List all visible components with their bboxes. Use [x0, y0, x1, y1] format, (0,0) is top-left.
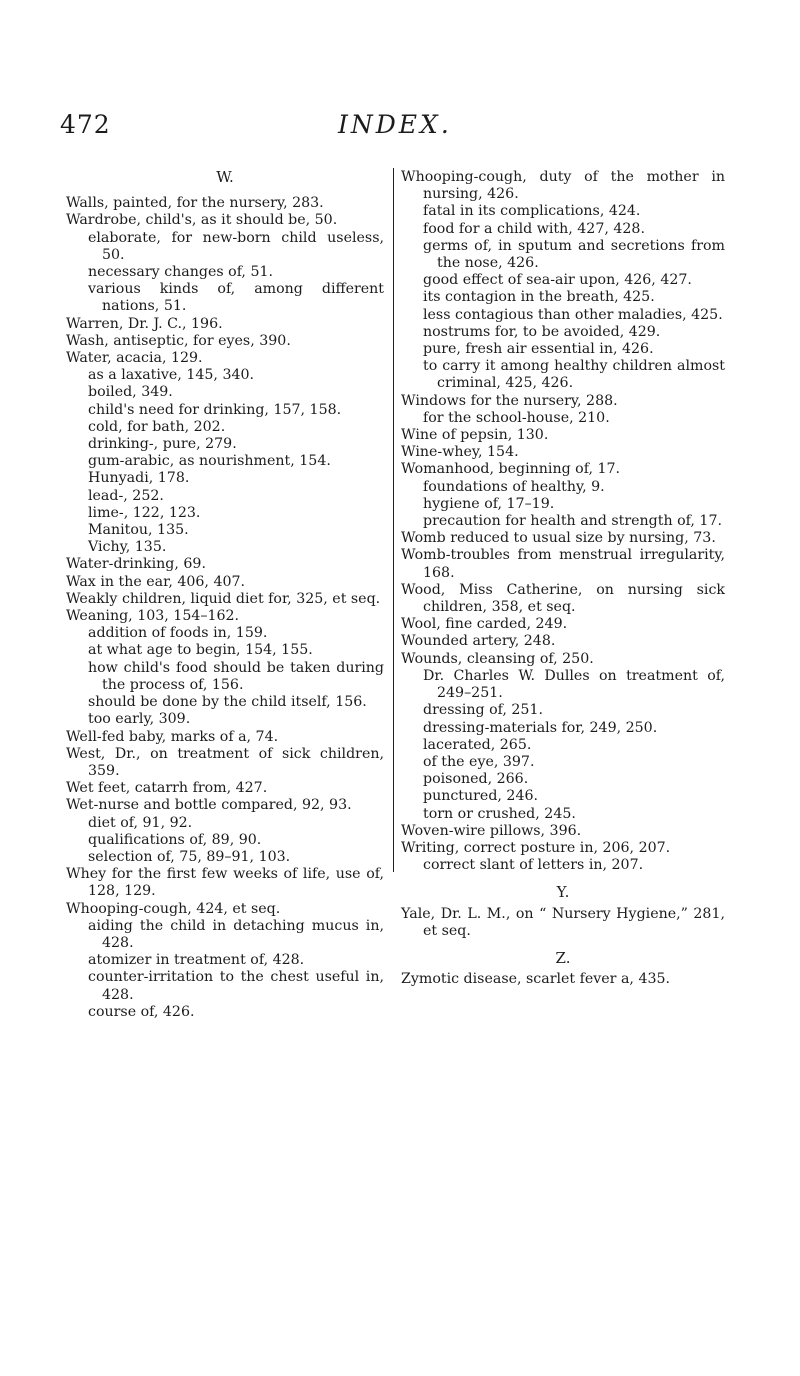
index-subentry: aiding the child in detaching mucus in, 428.	[88, 917, 384, 951]
index-entry: Whey for the first few weeks of life, use of, 128, 129.	[66, 866, 384, 900]
index-entry: Womb-troubles from menstrual irregularity, 168.	[401, 547, 725, 581]
page-number: 472	[60, 110, 111, 139]
section-letter-z: Z.	[555, 948, 571, 967]
index-entry: Wine of pepsin, 130.	[401, 427, 549, 444]
index-subentry: drinking-, pure, 279.	[88, 436, 237, 453]
index-entry: Wet feet, catarrh from, 427.	[66, 780, 268, 797]
index-subentry: necessary changes of, 51.	[88, 264, 274, 281]
index-subentry: germs of, in sputum and secretions from the nose, 426.	[423, 237, 725, 272]
index-subentry: child's need for drinking, 157, 158.	[88, 401, 342, 418]
index-subentry: lacerated, 265.	[423, 736, 532, 753]
index-subentry: counter-irritation to the chest useful in, 428.	[88, 969, 384, 1003]
index-subentry: fatal in its complications, 424.	[423, 203, 641, 220]
section-letter-w: W.	[216, 168, 234, 186]
index-entry: Warren, Dr. J. C., 196.	[66, 315, 223, 332]
index-subentry: its contagion in the breath, 425.	[423, 289, 655, 306]
column-divider	[393, 168, 394, 872]
index-entry: Whooping-cough, 424, et seq.	[66, 900, 281, 917]
index-subentry: less contagious than other maladies, 425.	[423, 306, 723, 323]
index-subentry: various kinds of, among different nations, 51.	[88, 281, 384, 315]
section-letter-y: Y.	[556, 883, 570, 902]
index-entry-list	[401, 906, 725, 940]
index-subentry: boiled, 349.	[88, 384, 173, 401]
index-entry: Wood, Miss Catherine, on nursing sick children, 358, et seq.	[401, 581, 725, 616]
index-entry: Woven-wire pillows, 396.	[401, 822, 582, 839]
index-entry-list	[66, 195, 384, 1021]
index-subentry: too early, 309.	[88, 711, 191, 728]
index-subentry: to carry it among healthy children almost criminal, 425, 426.	[423, 358, 725, 392]
index-column-right	[401, 169, 725, 988]
index-entry: Wine-whey, 154.	[401, 444, 519, 461]
running-head-title: INDEX.	[338, 110, 452, 139]
index-entry: Weaning, 103, 154–162.	[66, 608, 240, 625]
index-subentry: qualifications of, 89, 90.	[88, 831, 262, 848]
index-subentry: Vichy, 135.	[88, 539, 167, 556]
index-subentry: Dr. Charles W. Dulles on treatment of, 249–251.	[423, 667, 725, 702]
index-subentry: pure, fresh air essential in, 426.	[423, 341, 654, 358]
index-entry: Wardrobe, child's, as it should be, 50.	[66, 212, 338, 229]
index-entry: Womb reduced to usual size by nursing, 73.	[401, 530, 716, 547]
index-subentry: cold, for bath, 202.	[88, 418, 226, 435]
index-subentry: foundations of healthy, 9.	[423, 478, 605, 495]
index-subentry: atomizer in treatment of, 428.	[88, 952, 305, 969]
index-entry: Womanhood, beginning of, 17.	[401, 461, 621, 478]
index-subentry: Hunyadi, 178.	[88, 470, 190, 487]
index-entry: Wet-nurse and bottle compared, 92, 93.	[66, 797, 352, 814]
index-subentry: correct slant of letters in, 207.	[423, 857, 644, 874]
index-entry: Water-drinking, 69.	[66, 556, 206, 573]
index-entry: Yale, Dr. L. M., on “ Nursery Hygiene,” 281, et seq.	[401, 905, 725, 939]
index-entry: Wash, antiseptic, for eyes, 390.	[66, 332, 291, 349]
index-subentry: course of, 426.	[88, 1003, 195, 1020]
index-subentry: good effect of sea-air upon, 426, 427.	[423, 272, 692, 289]
index-entry: West, Dr., on treatment of sick children, 359.	[66, 745, 384, 779]
index-subentry: poisoned, 266.	[423, 771, 529, 788]
index-subentry: dressing-materials for, 249, 250.	[423, 719, 658, 736]
index-subentry: nostrums for, to be avoided, 429.	[423, 323, 661, 340]
index-entry: Zymotic disease, scarlet fever a, 435.	[401, 971, 671, 988]
index-subentry: how child's food should be taken during the process of, 156.	[88, 659, 384, 693]
index-entry: Well-fed baby, marks of a, 74.	[66, 728, 279, 745]
index-entry-list	[401, 971, 725, 988]
index-column-left	[66, 169, 384, 1021]
index-subentry: punctured, 246.	[423, 788, 539, 805]
index-entry: Writing, correct posture in, 206, 207.	[401, 839, 671, 856]
index-subentry: for the school-house, 210.	[423, 409, 610, 426]
index-subentry: should be done by the child itself, 156.	[88, 694, 367, 711]
index-entry: Water, acacia, 129.	[66, 350, 203, 367]
index-entry: Weakly children, liquid diet for, 325, et seq.	[66, 590, 381, 607]
index-entry: Wounds, cleansing of, 250.	[401, 650, 594, 667]
index-entry: Whooping-cough, duty of the mother in nursing, 426.	[401, 169, 725, 203]
index-subentry: diet of, 91, 92.	[88, 814, 193, 831]
index-entry: Wax in the ear, 406, 407.	[66, 573, 246, 590]
index-subentry: gum-arabic, as nourishment, 154.	[88, 453, 331, 470]
index-subentry: addition of foods in, 159.	[88, 625, 268, 642]
index-entry-list	[401, 169, 725, 874]
index-subentry: selection of, 75, 89–91, 103.	[88, 848, 291, 865]
index-subentry: of the eye, 397.	[423, 753, 535, 770]
index-subentry: precaution for health and strength of, 17.	[423, 513, 722, 530]
index-subentry: food for a child with, 427, 428.	[423, 220, 645, 237]
index-entry: Walls, painted, for the nursery, 283.	[66, 195, 324, 212]
index-entry: Windows for the nursery, 288.	[401, 392, 618, 409]
index-subentry: torn or crushed, 245.	[423, 805, 576, 822]
index-entry: Wounded artery, 248.	[401, 633, 556, 650]
index-subentry: hygiene of, 17–19.	[423, 495, 555, 512]
index-subentry: lead-, 252.	[88, 487, 164, 504]
index-subentry: lime-, 122, 123.	[88, 504, 201, 521]
index-subentry: at what age to begin, 154, 155.	[88, 642, 313, 659]
index-entry: Wool, fine carded, 249.	[401, 616, 568, 633]
index-subentry: elaborate, for new-born child useless, 50.	[88, 229, 384, 263]
index-subentry: as a laxative, 145, 340.	[88, 367, 255, 384]
page-header	[0, 110, 800, 144]
index-subentry: Manitou, 135.	[88, 522, 189, 539]
index-subentry: dressing of, 251.	[423, 702, 543, 719]
